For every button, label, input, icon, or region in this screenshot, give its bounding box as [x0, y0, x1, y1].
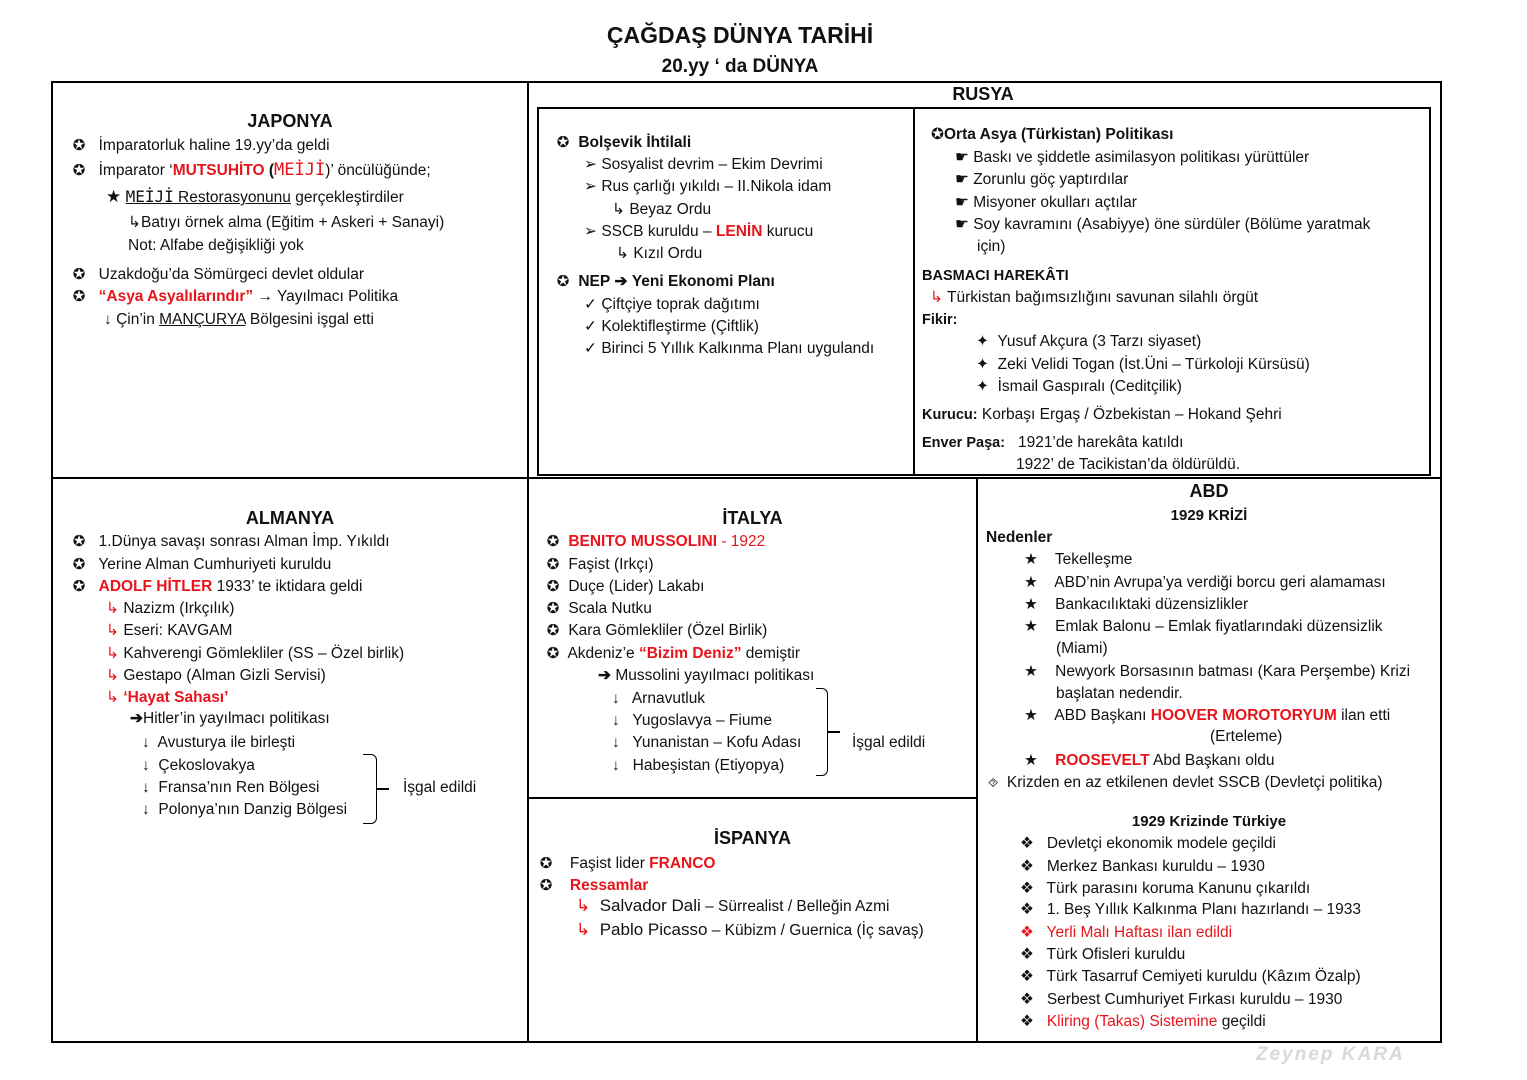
signature: Zeynep KARA [1256, 1044, 1405, 1065]
diamond-four-icon: ❖ [1020, 835, 1034, 852]
bolsevik-2: ➢ Rus çarlığı yıkıldı – II.Nikola idam [584, 178, 832, 195]
nedenler-label: Nedenler [986, 529, 1053, 546]
bolsevik-5: ↳ Kızıl Ordu [616, 245, 703, 262]
star-circle-icon: ✪ [72, 533, 86, 550]
ispanya-1: ✪ Faşist lider FRANCO [535, 854, 715, 874]
star-circle-icon: ✪ [539, 855, 553, 872]
italya-6: ✪ Akdeniz’e “Bizim Deniz” demiştir [542, 644, 800, 664]
star-circle-icon: ✪ [72, 556, 86, 573]
hook-arrow-icon: ↳ [612, 201, 625, 218]
almanya-s5: ↳ ‘Hayat Sahası’ [106, 689, 229, 706]
almanya-d1: ↓ Avusturya ile birleşti [142, 734, 296, 751]
star-circle-icon: ✪ [539, 877, 553, 894]
japonya-line-2: ✪ İmparator ‘MUTSUHİTO (MEİJİ)’ öncülüğünde; [68, 160, 431, 181]
chevron-right-icon: ➢ [584, 156, 597, 173]
hook-arrow-icon: ↳ [576, 896, 591, 915]
turkiye-8: ❖ Serbest Cumhuriyet Fırkası kuruldu – 1930 [1020, 991, 1343, 1008]
kurucu-line: Kurucu: Korbaşı Ergaş / Özbekistan – Hokand Şehri [922, 406, 1282, 423]
down-arrow-icon: ↓ [142, 757, 150, 774]
star-circle-icon: ✪ [546, 600, 560, 617]
hand-point-icon: ☛ [955, 216, 969, 233]
italya-isgal: İşgal edildi [852, 734, 926, 751]
check-icon: ✓ [584, 318, 597, 335]
star-circle-icon: ✪ [72, 162, 86, 179]
abd-n2: ★ ABD’nin Avrupa’ya verdiği borcu geri alamaması [1024, 574, 1386, 591]
hook-arrow-icon: ↳ [106, 600, 119, 617]
almanya-d3: ↓ Fransa’nın Ren Bölgesi [142, 779, 320, 796]
turkiye-6: ❖ Türk Ofisleri kuruldu [1020, 946, 1186, 963]
orta-asya-4: ☛ Soy kavramını (Asabiyye) öne sürdüler (Bölüme yaratmak [955, 216, 1371, 233]
diamond-four-icon: ❖ [1020, 968, 1034, 985]
orta-asya-heading: ✪Orta Asya (Türkistan) Politikası [931, 126, 1174, 143]
fikir-2: ✦ Zeki Velidi Togan (İst.Üni – Türkoloji Kürsüsü) [976, 356, 1310, 373]
down-arrow-icon: ↓ [142, 801, 150, 818]
hook-arrow-icon: ↳ [128, 214, 141, 231]
japonya-line-3: ★ MEİJİ Restorasyonunu gerçekleştirdiler [106, 187, 404, 206]
star-circle-icon: ✪ [72, 578, 86, 595]
japonya-line-5: Not: Alfabe değişikliği yok [128, 237, 304, 254]
italya-title: İTALYA [722, 508, 783, 528]
diamond-four-icon: ❖ [1020, 924, 1034, 941]
italya-brace-tick [828, 731, 840, 733]
right-arrow-icon: ➔ [598, 667, 611, 684]
italya-d1: ↓ Arnavutluk [612, 690, 706, 707]
almanya-brace [363, 754, 377, 824]
abd-n5b: başlatan nedendir. [1056, 685, 1183, 702]
star-circle-icon: ✪ [72, 288, 86, 305]
bolsevik-4: ➢ SSCB kuruldu – LENİN kurucu [584, 223, 814, 240]
turkiye-2: ❖ Merkez Bankası kuruldu – 1930 [1020, 858, 1265, 875]
chevron-right-icon: ➢ [584, 223, 597, 240]
turkiye-5: ❖ Yerli Malı Haftası ilan edildi [1020, 924, 1233, 941]
almanya-s6: ➔Hitler’in yayılmacı politikası [130, 710, 330, 727]
star-circle-icon: ✪ [931, 126, 944, 143]
star-circle-icon: ✪ [546, 622, 560, 639]
ispanya-2: ✪ Ressamlar [535, 876, 648, 896]
ispanya-title: İSPANYA [713, 828, 792, 848]
right-arrow-icon: → [257, 288, 273, 305]
abd-title: ABD [1189, 481, 1229, 501]
almanya-s4: ↳ Gestapo (Alman Gizli Servisi) [106, 667, 326, 684]
turkiye-4: ❖ 1. Beş Yıllık Kalkınma Planı hazırlandı – 1933 [1020, 901, 1362, 918]
hook-arrow-icon: ↳ [106, 667, 119, 684]
diamond-four-icon: ❖ [1020, 946, 1034, 963]
italya-d3: ↓ Yunanistan – Kofu Adası [612, 734, 802, 751]
abd-n1: ★ Tekelleşme [1024, 551, 1133, 568]
down-arrow-icon: ↓ [612, 757, 620, 774]
diamond-four-icon: ❖ [1020, 858, 1034, 875]
turkiye-7: ❖ Türk Tasarruf Cemiyeti kuruldu (Kâzım Özalp) [1020, 968, 1361, 985]
nep-3: ✓ Birinci 5 Yıllık Kalkınma Planı uygulandı [584, 340, 875, 357]
almanya-d2: ↓ Çekoslovakya [142, 757, 255, 774]
star-icon: ★ [1024, 663, 1038, 680]
right-arrow-icon: ➔ [614, 273, 628, 290]
italya-5: ✪ Kara Gömlekliler (Özel Birlik) [542, 621, 767, 641]
abd-n8: ⯑ Krizden en az etkilenen devlet SSCB (Devletçi politika) [988, 774, 1383, 791]
star-icon: ★ [106, 187, 122, 206]
rusya-title: RUSYA [952, 84, 1014, 104]
diamond-four-icon: ❖ [1020, 880, 1034, 897]
diamond-four-icon: ❖ [1020, 901, 1034, 918]
diamond-four-icon: ❖ [1020, 991, 1034, 1008]
abd-subtitle: 1929 KRİZİ [1170, 507, 1248, 524]
star-icon: ★ [1024, 707, 1038, 724]
italya-d2: ↓ Yugoslavya – Fiume [612, 712, 772, 729]
star-circle-icon: ✪ [546, 645, 560, 662]
star-circle-icon: ✪ [72, 137, 86, 154]
page-subtitle: 20.yy ‘ da DÜNYA [661, 56, 819, 77]
down-arrow-icon: ↓ [104, 311, 112, 328]
down-arrow-icon: ↓ [142, 734, 150, 751]
italya-1: ✪ BENITO MUSSOLINI - 1922 [542, 532, 765, 552]
enver-line-1: Enver Paşa: 1921’de harekâta katıldı [922, 434, 1184, 451]
page-title: ÇAĞDAŞ DÜNYA TARİHİ [606, 22, 874, 48]
star-circle-icon: ✪ [546, 556, 560, 573]
almanya-3: ✪ ADOLF HİTLER 1933’ te iktidara geldi [68, 577, 363, 597]
diamond-four-icon: ❖ [1020, 1013, 1034, 1030]
hand-point-icon: ☛ [955, 149, 969, 166]
turkiye-9: ❖ Kliring (Takas) Sistemine geçildi [1020, 1013, 1266, 1030]
star-icon: ★ [1024, 574, 1038, 591]
bolsevik-heading: ✪ Bolşevik İhtilali [552, 133, 691, 153]
italya-brace [816, 688, 828, 776]
enver-line-2: 1922’ de Tacikistan’da öldürüldü. [1016, 456, 1241, 473]
cross-star-icon: ✦ [976, 356, 989, 373]
basmaci-heading: BASMACI HAREKÂTI [922, 268, 1069, 284]
nep-1: ✓ Çiftçiye toprak dağıtımı [584, 296, 760, 313]
japonya-line-8: ↓ Çin’in MANÇURYA Bölgesini işgal etti [104, 311, 374, 328]
star-circle-icon: ✪ [546, 578, 560, 595]
nep-heading: ✪ NEP ➔ Yeni Ekonomi Planı [552, 272, 775, 292]
turkiye-1: ❖ Devletçi ekonomik modele geçildi [1020, 835, 1276, 852]
right-arrow-icon: ➔ [130, 710, 143, 727]
hook-arrow-icon: ↳ [616, 245, 629, 262]
star-icon: ★ [1024, 618, 1038, 635]
star-icon: ★ [1024, 551, 1038, 568]
turkiye-heading: 1929 Krizinde Türkiye [1131, 813, 1287, 830]
almanya-2: ✪ Yerine Alman Cumhuriyeti kuruldu [68, 555, 331, 575]
check-icon: ✓ [584, 296, 597, 313]
abd-n4b: (Miami) [1056, 640, 1108, 657]
italya-d4: ↓ Habeşistan (Etiyopya) [612, 757, 785, 774]
turkiye-3: ❖ Türk parasını koruma Kanunu çıkarıldı [1020, 880, 1311, 897]
chevron-right-icon: ➢ [584, 178, 597, 195]
almanya-brace-tick [377, 788, 389, 790]
star-circle-icon: ✪ [556, 134, 570, 151]
almanya-title: ALMANYA [245, 508, 335, 528]
abd-n4: ★ Emlak Balonu – Emlak fiyatlarındaki düzensizlik [1024, 618, 1383, 635]
ispanya-p2: ↳ Pablo Picasso – Kübizm / Guernica (İç savaş) [576, 920, 924, 939]
down-arrow-icon: ↓ [142, 779, 150, 796]
italya-3: ✪ Duçe (Lider) Lakabı [542, 577, 704, 597]
star-icon: ★ [1024, 752, 1038, 769]
fikir-label: Fikir: [922, 312, 958, 328]
abd-n7: ★ ROOSEVELT Abd Başkanı oldu [1024, 752, 1275, 769]
orta-asya-4b: için) [977, 238, 1006, 255]
abd-n6: ★ ABD Başkanı HOOVER MOROTORYUM ilan etti [1024, 707, 1391, 724]
abd-n3: ★ Bankacılıktaki düzensizlikler [1024, 596, 1249, 613]
orta-asya-1: ☛ Baskı ve şiddetle asimilasyon politikası yürüttüler [955, 149, 1310, 166]
orta-asya-2: ☛ Zorunlu göç yaptırdılar [955, 171, 1129, 188]
cross-star-icon: ✦ [976, 378, 989, 395]
cross-star-icon: ✦ [976, 333, 989, 350]
star-circle-icon: ✪ [546, 533, 560, 550]
star-circle-icon: ✪ [72, 266, 86, 283]
almanya-1: ✪ 1.Dünya savaşı sonrası Alman İmp. Yıkıldı [68, 532, 390, 552]
nep-2: ✓ Kolektifleştirme (Çiftlik) [584, 318, 759, 335]
down-arrow-icon: ↓ [612, 734, 620, 751]
italya-4: ✪ Scala Nutku [542, 599, 652, 619]
bolsevik-1: ➢ Sosyalist devrim – Ekim Devrimi [584, 156, 823, 173]
star-icon: ★ [1024, 596, 1038, 613]
star-circle-icon: ✪ [556, 273, 570, 290]
abd-n5: ★ Newyork Borsasının batması (Kara Perşembe) Krizi [1024, 663, 1411, 680]
japonya-line-1: ✪ İmparatorluk haline 19.yy’da geldi [68, 136, 330, 156]
down-arrow-icon: ↓ [612, 712, 620, 729]
almanya-s2: ↳ Eseri: KAVGAM [106, 622, 233, 639]
almanya-s1: ↳ Nazizm (Irkçılık) [106, 600, 235, 617]
bolsevik-3: ↳ Beyaz Ordu [612, 201, 712, 218]
hook-arrow-icon: ↳ [106, 645, 119, 662]
hook-arrow-icon: ↳ [930, 289, 943, 306]
check-icon: ✓ [584, 340, 597, 357]
japonya-title: JAPONYA [247, 111, 333, 131]
japonya-line-6: ✪ Uzakdoğu’da Sömürgeci devlet oldular [68, 265, 364, 285]
hand-point-icon: ☛ [955, 171, 969, 188]
orta-asya-3: ☛ Misyoner okulları açtılar [955, 194, 1137, 211]
question-diamond-icon: ⯑ [988, 775, 999, 790]
hook-arrow-icon: ↳ [106, 689, 119, 706]
down-arrow-icon: ↓ [612, 690, 620, 707]
almanya-isgal: İşgal edildi [403, 779, 477, 796]
basmaci-1: ↳ Türkistan bağımsızlığını savunan silahlı örgüt [930, 289, 1259, 306]
hand-point-icon: ☛ [955, 194, 969, 211]
abd-n6d: (Erteleme) [1210, 728, 1283, 745]
fikir-3: ✦ İsmail Gaspıralı (Ceditçilik) [976, 378, 1182, 395]
italya-2: ✪ Faşist (Irkçı) [542, 555, 654, 575]
almanya-s3: ↳ Kahverengi Gömlekliler (SS – Özel birlik) [106, 645, 405, 662]
japonya-line-4: ↳Batıyı örnek alma (Eğitim + Askeri + Sanayi) [128, 214, 445, 231]
japonya-line-7: ✪ “Asya Asyalılarındır” → Yayılmacı Politika [68, 287, 398, 307]
almanya-d4: ↓ Polonya’nın Danzig Bölgesi [142, 801, 348, 818]
fikir-1: ✦ Yusuf Akçura (3 Tarzı siyaset) [976, 333, 1202, 350]
ispanya-p1: ↳ Salvador Dali – Sürrealist / Belleğin Azmi [576, 896, 890, 915]
hook-arrow-icon: ↳ [106, 622, 119, 639]
italya-7: ➔ Mussolini yayılmacı politikası [598, 667, 815, 684]
hook-arrow-icon: ↳ [576, 920, 591, 939]
